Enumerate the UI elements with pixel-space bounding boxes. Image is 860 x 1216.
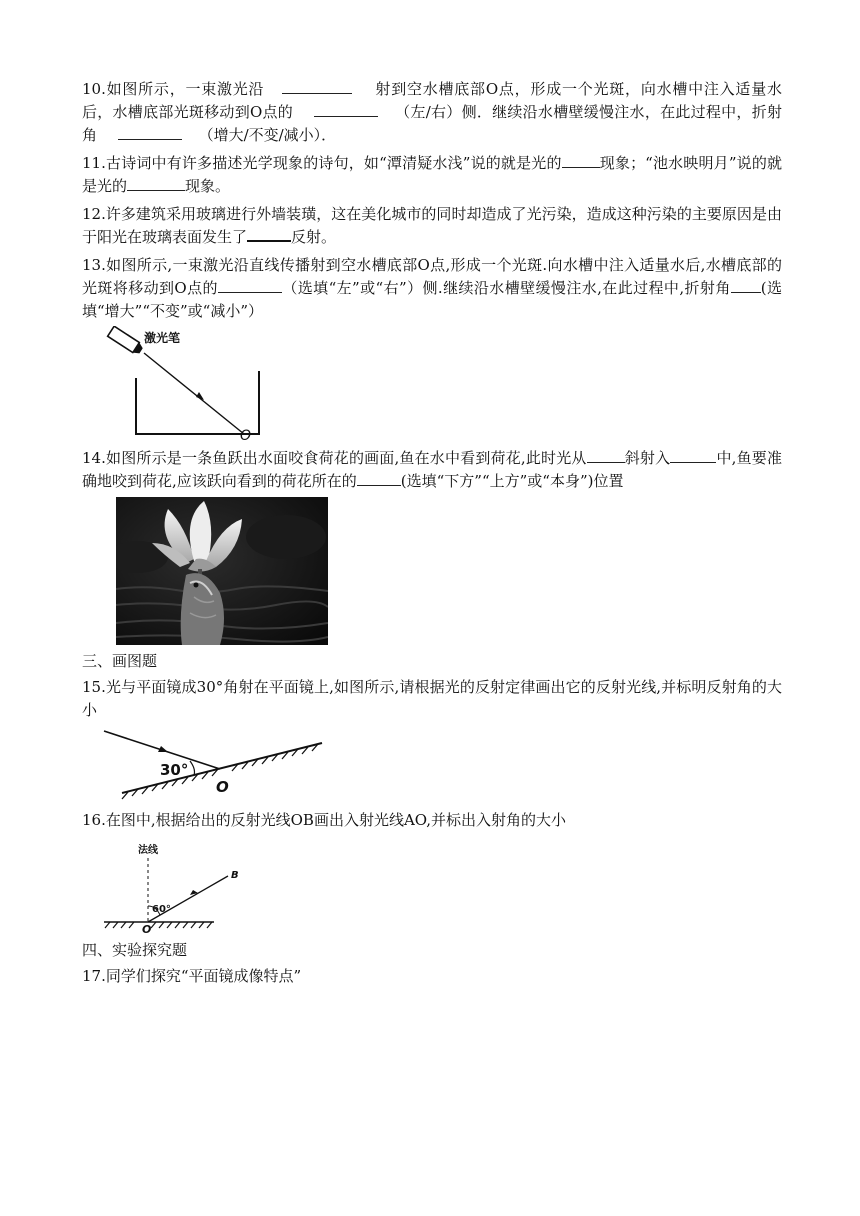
q10-text-1: 10.如图所示，一束激光沿 <box>82 80 265 98</box>
q10-text-2: 射到空水槽底部O点，形成一个光斑，向水槽中注入适量水后，水槽底部光斑移动到O点的 <box>82 80 782 121</box>
point-o-label: O <box>240 428 252 442</box>
q14-blank-1[interactable] <box>587 448 625 463</box>
q13-text-2: （选填“左”或“右”）侧.继续沿水槽壁缓慢注水,在此过程中,折射角 <box>281 279 731 297</box>
laser-pen-icon <box>108 326 145 356</box>
q13-text-1: 13.如图所示,一束激光沿直线传播射到空水槽底部O点,形成一个光斑.向水槽中注入适量水后,水槽底部的光斑将移动到O点的 <box>82 256 782 297</box>
q12-blank[interactable] <box>247 228 291 242</box>
question-13 <box>82 254 782 323</box>
section-drawing-title: 三、画图题 <box>82 652 158 670</box>
reflected-ray-ob <box>148 876 228 922</box>
q14-text-4: (选填“下方”“上方”或“本身”)位置 <box>400 472 624 490</box>
q10-text-3: （左/右）侧．继续沿水槽壁缓慢注水，在此过程中，折射角 <box>82 103 782 144</box>
q10-blank-1[interactable] <box>282 79 352 94</box>
q11-text-3: 现象。 <box>185 177 231 195</box>
question-17: 17.同学们探究“平面镜成像特点” <box>82 967 302 985</box>
angle-arc <box>190 761 195 775</box>
reflection-60-figure <box>100 840 240 934</box>
question-14 <box>82 447 782 493</box>
q10-blank-3[interactable] <box>118 125 182 140</box>
laser-beam <box>144 353 244 434</box>
fish-lotus-photo <box>116 497 328 645</box>
q13-text-3: (选填“增大”“不变”或“减小”） <box>82 279 782 320</box>
q10-blank-2[interactable] <box>314 102 378 117</box>
mirror-30-figure <box>98 725 328 801</box>
q12-text-1: 12.许多建筑采用玻璃进行外墙装璜，这在美化城市的同时却造成了光污染，造成这种污染的主要原因是由于阳光在玻璃表面发生了 <box>82 205 782 246</box>
ray-arrow-icon <box>158 746 168 752</box>
q11-text-2: 现象；“池水映明月”说的就是光的 <box>82 154 782 195</box>
question-10 <box>82 78 782 147</box>
laser-tank-figure <box>104 326 274 442</box>
angle-60-label: 60° <box>152 904 171 915</box>
point-o-label: O <box>216 778 229 796</box>
q10-text-4: （增大/不变/减小）． <box>198 126 337 144</box>
question-11 <box>82 152 782 198</box>
q11-blank-1[interactable] <box>562 153 600 168</box>
q14-text-3: 中,鱼要准确地咬到荷花,应该跃向看到的荷花所在的 <box>82 449 782 490</box>
point-b-label: B <box>231 870 239 881</box>
q13-blank-1[interactable] <box>218 278 282 293</box>
angle-30-label: 30° <box>160 761 189 779</box>
q14-text-1: 14.如图所示是一条鱼跃出水面咬食荷花的画面,鱼在水中看到荷花,此时光从 <box>82 449 587 467</box>
point-o-label: O <box>142 923 152 934</box>
section-experiment-title: 四、实验探究题 <box>82 941 188 959</box>
water-tank <box>136 371 259 434</box>
q13-blank-2[interactable] <box>731 278 761 293</box>
laser-pen-label: 激光笔 <box>144 331 181 345</box>
question-16: 16.在图中,根据给出的反射光线OB画出入射光线AO,并标出入射角的大小 <box>82 811 566 829</box>
q11-blank-2[interactable] <box>127 176 185 191</box>
normal-line-label: 法线 <box>138 845 158 856</box>
question-15: 15.光与平面镜成30°角射在平面镜上,如图所示,请根据光的反射定律画出它的反射光线,并标明反射角的大小 <box>82 678 782 719</box>
question-12 <box>82 203 782 249</box>
q14-blank-2[interactable] <box>670 448 716 463</box>
worksheet-page <box>82 78 782 993</box>
q14-text-2: 斜射入 <box>624 449 671 467</box>
q14-blank-3[interactable] <box>357 471 401 486</box>
q11-text-1: 11.古诗词中有许多描述光学现象的诗句，如“潭清疑水浅”说的就是光的 <box>82 154 562 172</box>
q12-text-2: 反射。 <box>291 228 337 246</box>
